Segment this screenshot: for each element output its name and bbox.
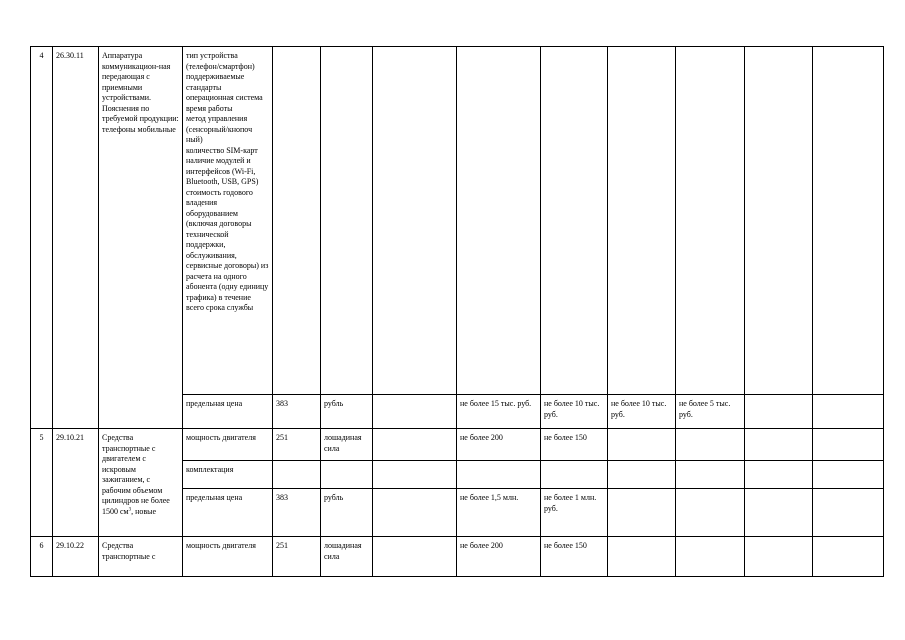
value-cell: не более 5 тыс. руб. [676, 395, 745, 429]
unit-cell: рубль [321, 489, 373, 537]
table-row [31, 47, 884, 395]
row-number: 4 [31, 47, 53, 429]
value-cell [745, 429, 813, 461]
superscript: 3 [128, 506, 132, 512]
characteristic-name [183, 47, 273, 395]
okpd2-code: 29.10.21 [53, 429, 99, 537]
value-cell [608, 47, 676, 395]
product-name: Средства транспортные с [99, 537, 183, 577]
okei-code-cell: 383 [273, 395, 321, 429]
value-cell [813, 461, 884, 489]
row-number: 6 [31, 537, 53, 577]
value-cell [373, 489, 457, 537]
characteristic-name: мощность двигателя [183, 537, 273, 577]
value-cell: не более 150 [541, 537, 608, 577]
characteristic-name: мощность двигателя [183, 429, 273, 461]
okei-code-cell: 383 [273, 489, 321, 537]
table-row [31, 537, 884, 577]
unit-cell [321, 461, 373, 489]
table-row [31, 429, 884, 461]
value-cell: не более 1,5 млн. [457, 489, 541, 537]
unit-cell [321, 47, 373, 395]
characteristic-line: время работы [186, 103, 233, 113]
characteristic-line: метод управления (сенсорный/кнопоч ный) [186, 114, 253, 144]
value-cell [608, 537, 676, 577]
value-cell: не более 150 [541, 429, 608, 461]
value-cell [745, 537, 813, 577]
value-cell [608, 489, 676, 537]
characteristics-table [30, 46, 884, 577]
value-cell [676, 537, 745, 577]
okei-code-cell: 251 [273, 537, 321, 577]
value-cell [676, 47, 745, 395]
okei-code-cell [273, 461, 321, 489]
value-cell [373, 429, 457, 461]
value-cell [813, 537, 884, 577]
value-cell [608, 461, 676, 489]
value-cell [373, 47, 457, 395]
value-cell [745, 47, 813, 395]
value-cell [457, 47, 541, 395]
product-name-suffix: , новые [131, 506, 157, 516]
characteristic-line: наличие модулей и интерфейсов (Wi-Fi, Bluetooth, USB, GPS) [186, 156, 259, 186]
unit-cell: лошадиная сила [321, 429, 373, 461]
value-cell [745, 395, 813, 429]
characteristic-line: тип устройства (телефон/смартфон) [186, 51, 255, 71]
value-cell [373, 461, 457, 489]
okpd2-code: 29.10.22 [53, 537, 99, 577]
characteristic-name: предельная цена [183, 489, 273, 537]
row-number: 5 [31, 429, 53, 537]
value-cell [541, 47, 608, 395]
value-cell [676, 489, 745, 537]
product-name [99, 429, 183, 537]
value-cell [813, 429, 884, 461]
value-cell [813, 47, 884, 395]
value-cell: не более 1 млн. руб. [541, 489, 608, 537]
characteristic-name: комплектация [183, 461, 273, 489]
okpd2-code: 26.30.11 [53, 47, 99, 429]
value-cell [813, 395, 884, 429]
okei-code-cell [273, 47, 321, 395]
value-cell: не более 200 [457, 537, 541, 577]
value-cell: не более 10 тыс. руб. [608, 395, 676, 429]
characteristic-line: стоимость годового владения оборудованием (включая договоры технической поддержки, обслуживания, сервисные договоры) из расчета на одного абонента (одну единицу трафика) в течение всего срока службы [186, 187, 269, 312]
value-cell [813, 489, 884, 537]
value-cell [373, 537, 457, 577]
value-cell [373, 395, 457, 429]
value-cell [676, 461, 745, 489]
product-name-text: Средства транспортные с двигателем с искровым зажиганием, с рабочим объемом цилиндров не более 1500 см [102, 433, 170, 516]
characteristic-line: количество SIM-карт [186, 145, 258, 155]
unit-cell: лошадиная сила [321, 537, 373, 577]
value-cell: не более 10 тыс. руб. [541, 395, 608, 429]
value-cell [541, 461, 608, 489]
unit-cell: рубль [321, 395, 373, 429]
characteristic-line: поддерживаемые стандарты [186, 72, 245, 92]
value-cell [676, 429, 745, 461]
value-cell: не более 200 [457, 429, 541, 461]
product-name: Аппаратура коммуникацион-ная передающая с приемными устройствами. Пояснения по требуемой продукции: телефоны мобильные [99, 47, 183, 429]
value-cell [457, 461, 541, 489]
value-cell: не более 15 тыс. руб. [457, 395, 541, 429]
value-cell [745, 461, 813, 489]
characteristic-name: предельная цена [183, 395, 273, 429]
value-cell [608, 429, 676, 461]
okei-code-cell: 251 [273, 429, 321, 461]
characteristic-line: операционная система [186, 93, 263, 102]
value-cell [745, 489, 813, 537]
